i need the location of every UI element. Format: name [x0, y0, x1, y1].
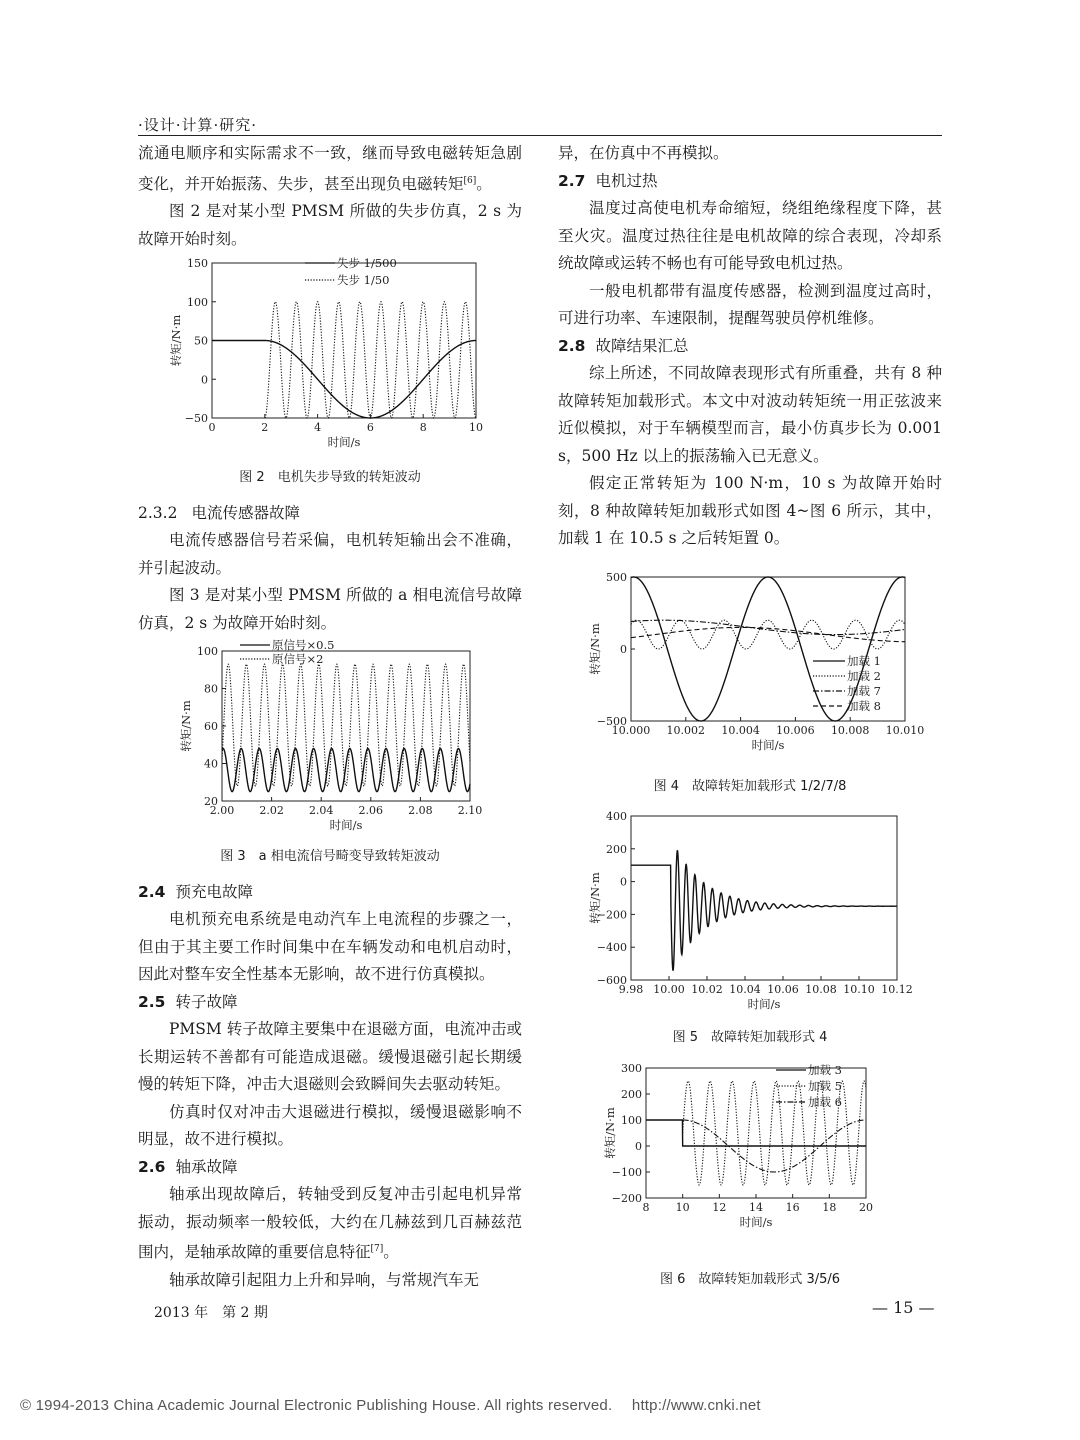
paragraph: 电流传感器信号若采偏，电机转矩输出会不准确，并引起波动。 [138, 531, 522, 577]
legend-label: 失步 1/50 [337, 273, 390, 288]
paragraph: 流通电顺序和实际需求不一致，继而导致电磁转矩急剧变化，并开始振荡、失步，甚至出现负电磁转矩[6]。 [138, 144, 522, 193]
section-heading: 2.7 电机过热 [558, 171, 658, 190]
legend-label: 失步 1/500 [337, 256, 397, 271]
y-tick-label: 100 [197, 645, 218, 659]
page-number: — 15 — [872, 1298, 935, 1317]
header-rule [138, 135, 942, 136]
left-column [138, 140, 522, 1294]
paragraph: 仿真时仅对冲击大退磁进行模拟，缓慢退磁影响不明显，故不进行模拟。 [138, 1102, 522, 1149]
y-axis-label: 转矩/N·m [588, 872, 602, 924]
figure-2-caption: 图 2 电机失步导致的转矩波动 [239, 470, 421, 486]
legend-label: 加载 6 [808, 1094, 842, 1109]
x-tick-label: 2.06 [358, 804, 384, 818]
x-tick-label: 2.00 [209, 804, 235, 818]
x-axis-label: 时间/s [747, 997, 781, 1011]
x-axis-label: 时间/s [327, 435, 361, 450]
y-tick-label: −100 [611, 1165, 642, 1179]
y-axis-label: 转矩/N·m [588, 622, 602, 675]
y-tick-label: 50 [194, 334, 208, 348]
y-tick-label: 100 [621, 1113, 642, 1127]
x-tick-label: 16 [785, 1200, 800, 1214]
legend-label: 加载 2 [847, 668, 881, 683]
legend-label: 加载 5 [808, 1078, 842, 1093]
paragraph: 图 2 是对某小型 PMSM 所做的失步仿真，2 s 为故障开始时刻。 [138, 202, 522, 248]
y-tick-label: 60 [204, 720, 218, 734]
y-tick-label: 200 [621, 1087, 642, 1101]
y-tick-label: 100 [187, 295, 208, 309]
y-tick-label: 80 [204, 682, 218, 696]
y-tick-label: 200 [606, 842, 627, 856]
section-heading: 2.6 轴承故障 [138, 1157, 238, 1176]
x-tick-label: 10.010 [885, 723, 925, 737]
section-heading: 2.4 预充电故障 [138, 882, 253, 901]
y-tick-label: −50 [184, 412, 208, 426]
x-tick-label: 10 [469, 421, 483, 435]
y-tick-label: −200 [596, 908, 627, 922]
y-axis-label: 转矩/N·m [169, 314, 183, 367]
series-line-2 [631, 620, 905, 649]
section-heading: 2.5 转子故障 [138, 992, 238, 1011]
y-tick-label: 400 [606, 810, 627, 823]
x-tick-label: 18 [822, 1200, 837, 1214]
legend-label: 加载 7 [847, 683, 881, 698]
figure-5-caption: 图 5 故障转矩加载形式 4 [672, 1030, 828, 1045]
y-tick-label: 500 [606, 570, 627, 584]
y-tick-label: 20 [204, 795, 218, 809]
x-tick-label: 10 [675, 1200, 690, 1214]
x-tick-label: 4 [314, 421, 322, 435]
legend-label: 加载 8 [847, 698, 881, 713]
figure-2-chart [170, 253, 490, 458]
series-line-1 [646, 1120, 866, 1146]
y-axis-label: 转矩/N·m [179, 700, 193, 752]
figure-5-chart [585, 808, 915, 1018]
y-tick-label: −400 [596, 941, 627, 955]
y-tick-label: −500 [596, 714, 627, 728]
figure-4-chart [585, 567, 925, 767]
series-line-1 [631, 850, 897, 970]
citation[interactable]: [6] [463, 175, 477, 186]
paragraph: 异，在仿真中不再模拟。 [558, 144, 729, 162]
paragraph: 图 3 是对某小型 PMSM 所做的 a 相电流信号故障仿真，2 s 为故障开始时刻。 [138, 586, 522, 632]
y-tick-label: −600 [596, 974, 627, 987]
section-heading: 2.8 故障结果汇总 [558, 336, 689, 355]
legend-label: 加载 1 [847, 653, 881, 668]
x-tick-label: 10.02 [691, 983, 723, 996]
y-tick-label: 0 [201, 373, 208, 387]
y-axis-label: 转矩/N·m [603, 1106, 617, 1159]
x-tick-label: 10.002 [666, 723, 706, 737]
paragraph: 综上所述，不同故障表现形式有所重叠，共有 8 种故障转矩加载形式。本文中对波动转矩统一用正弦波来近似模拟，对于车辆模型而言，最小仿真步长为 0.001 s，500 Hz 以上的振荡输入已无意义。 [558, 364, 942, 465]
legend-label: 原信号×0.5 [272, 638, 335, 653]
paragraph: 电机预充电系统是电动汽车上电流程的步骤之一，但由于其主要工作时间集中在车辆发动和电机启动时，因此对整车安全性基本无影响，故不进行仿真模拟。 [138, 910, 522, 984]
x-tick-label: 2.04 [308, 804, 334, 818]
legend-label: 加载 3 [808, 1062, 842, 1077]
x-axis-label: 时间/s [329, 818, 363, 833]
y-tick-label: 150 [187, 257, 208, 271]
x-tick-label: 10.004 [721, 723, 760, 737]
x-tick-label: 12 [712, 1200, 727, 1214]
x-tick-label: 2.08 [408, 804, 433, 818]
paragraph: 假定正常转矩为 100 N·m，10 s 为故障开始时刻，8 种故障转矩加载形式如图 4~图 6 所示，其中，加载 1 在 10.5 s 之后转矩置 0。 [558, 474, 942, 547]
x-tick-label: 8 [642, 1200, 650, 1214]
x-tick-label: 9.98 [618, 983, 644, 996]
x-tick-label: 10.000 [611, 723, 651, 737]
x-tick-label: 10.04 [729, 983, 761, 996]
right-column [558, 140, 942, 1301]
citation[interactable]: [7] [370, 1244, 384, 1255]
y-tick-label: −200 [611, 1191, 642, 1205]
figure-4-caption: 图 4 故障转矩加载形式 1/2/7/8 [653, 778, 847, 794]
paragraph: 轴承出现故障后，转轴受到反复冲击引起电机异常振动，振动频率一般较低，大约在几赫兹到几百赫兹范围内，是轴承故障的重要信息特征[7]。 [138, 1185, 522, 1262]
x-tick-label: 10.10 [843, 983, 875, 996]
legend-label: 原信号×2 [272, 652, 324, 667]
x-tick-label: 0 [208, 421, 216, 435]
x-tick-label: 2.02 [259, 804, 284, 818]
x-axis-label: 时间/s [739, 1214, 773, 1229]
y-tick-label: 40 [204, 757, 218, 771]
x-tick-label: 10.008 [830, 723, 870, 737]
x-tick-label: 10.00 [653, 983, 685, 996]
x-tick-label: 10.12 [881, 983, 913, 996]
paragraph: 一般电机都带有温度传感器，检测到温度过高时，可进行功率、车速限制，提醒驾驶员停机维修。 [558, 281, 942, 327]
y-tick-label: 0 [620, 642, 627, 656]
x-tick-label: 2.10 [457, 804, 483, 818]
issue-label: 2013 年 第 2 期 [154, 1305, 268, 1321]
figure-6-chart [600, 1060, 900, 1260]
x-tick-label: 2 [261, 421, 269, 435]
section-heading: 2.3.2 电流传感器故障 [138, 503, 300, 522]
figure-3-chart [179, 637, 483, 837]
x-tick-label: 10.06 [767, 983, 799, 996]
paragraph: PMSM 转子故障主要集中在退磁方面，电流冲击或长期运转不善都有可能造成退磁。缓慢退磁引起长期缓慢的转矩下降，冲击大退磁则会致瞬间失去驱动转矩。 [138, 1020, 522, 1094]
series-line-2 [265, 302, 476, 418]
x-tick-label: 10.08 [805, 983, 837, 996]
x-axis-label: 时间/s [751, 737, 785, 752]
section-label: ·设计·计算·研究· [138, 116, 258, 134]
x-tick-label: 8 [419, 421, 427, 435]
figure-6-caption: 图 6 故障转矩加载形式 3/5/6 [659, 1271, 841, 1287]
y-tick-label: 0 [635, 1139, 642, 1153]
y-tick-label: 0 [620, 875, 627, 889]
y-tick-label: 300 [621, 1061, 642, 1075]
series-line-1 [212, 341, 476, 419]
x-tick-label: 6 [366, 421, 374, 435]
x-tick-label: 20 [859, 1200, 873, 1214]
paragraph: 轴承故障引起阻力上升和异响，与常规汽车无 [169, 1270, 480, 1289]
x-tick-label: 14 [749, 1200, 763, 1214]
x-tick-label: 10.006 [776, 723, 815, 737]
copyright-notice: © 1994-2013 China Academic Journal Electronic Publishing House. All rights reserved. http://www.cnki.net [20, 1397, 761, 1414]
figure-3-caption: 图 3 a 相电流信号畸变导致转矩波动 [220, 849, 440, 865]
paragraph: 温度过高使电机寿命缩短，绕组绝缘程度下降，甚至火灾。温度过热往往是电机故障的综合表现，冷却系统故障或运转不畅也有可能导致电机过热。 [558, 199, 942, 272]
plot-frame [222, 651, 470, 801]
